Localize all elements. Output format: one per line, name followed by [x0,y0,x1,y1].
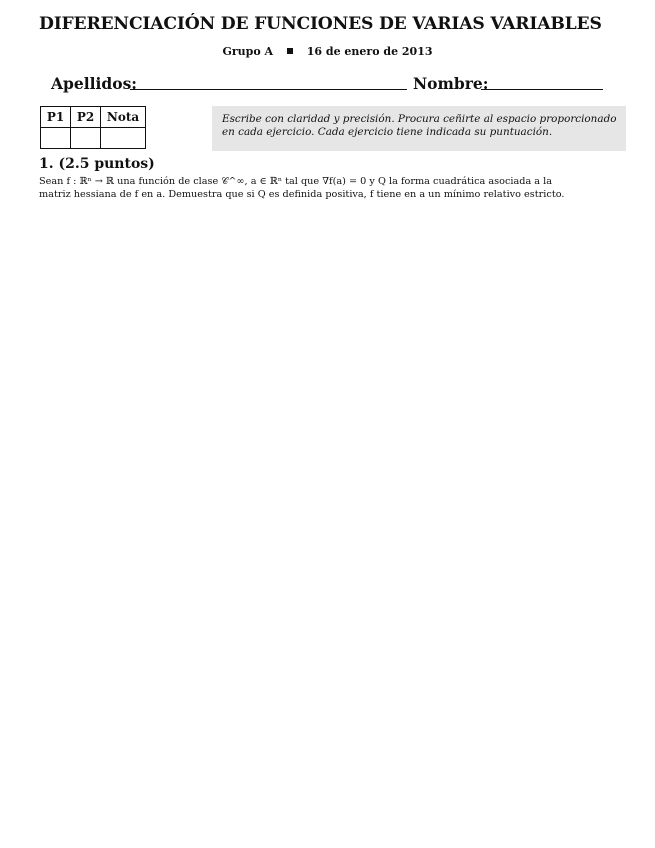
instructions-line-1: Escribe con claridad y precisión. Procura ceñirte al espacio proporcionado [222,113,617,125]
grades-value-row [41,128,146,149]
grade-header-p2: P2 [71,107,101,128]
exam-title: DIFERENCIACIÓN DE FUNCIONES DE VARIAS VARIABLES [39,14,602,34]
surname-field[interactable] [130,89,407,90]
group-label: Grupo A [222,45,274,58]
grades-header-row [41,107,146,128]
surname-label: Apellidos: [51,74,138,93]
instructions-line-2: en cada ejercicio. Cada ejercicio tiene indicada su puntuación. [222,126,553,138]
grades-table [40,106,146,149]
question-1-line-1: Sean f : ℝⁿ → ℝ una función de clase 𝒞^∞, a ∈ ℝⁿ tal que ∇f(a) = 0 y Q la forma cuadrática asociada a la [39,176,553,187]
square-bullet-icon [287,48,293,54]
grade-cell-p1[interactable] [41,128,71,149]
name-label: Nombre: [413,74,489,93]
question-1-line-2: matriz hessiana de f en a. Demuestra que si Q es definida positiva, f tiene en a un mínimo relativo estricto. [39,189,565,200]
student-name-row [51,74,611,96]
question-1-text [39,175,619,201]
exam-date: 16 de enero de 2013 [306,45,433,58]
grade-header-nota: Nota [101,107,146,128]
grade-header-p1: P1 [41,107,71,128]
instructions-box [212,106,626,151]
question-1-heading: 1. (2.5 puntos) [39,156,155,172]
name-field[interactable] [481,89,603,90]
exam-subtitle [0,45,655,58]
grade-cell-p2[interactable] [71,128,101,149]
grade-cell-nota[interactable] [101,128,146,149]
